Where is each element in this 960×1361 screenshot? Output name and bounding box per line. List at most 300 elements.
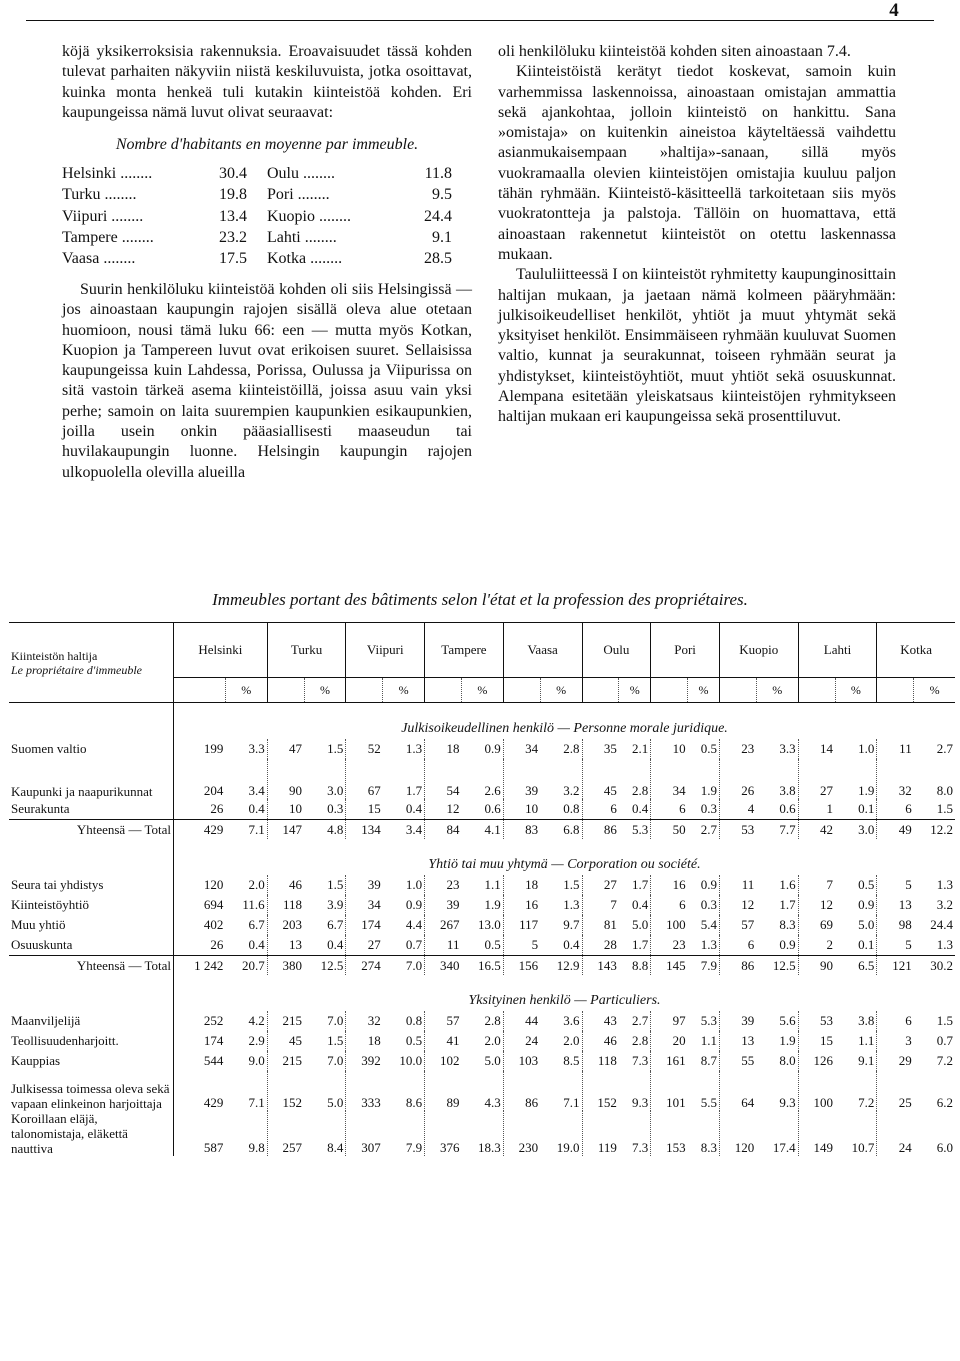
percent-cell: 1.3 — [405, 741, 423, 756]
percent-cell: 2.8 — [631, 1033, 649, 1048]
count-cell: 16 — [503, 895, 540, 915]
percent-cell: 10.0 — [399, 1053, 423, 1068]
percent-cell: 3.6 — [563, 1013, 580, 1028]
count-cell: 340 — [425, 956, 462, 976]
count-cell: 147 — [267, 820, 304, 840]
average-city: Helsinki ..... — [62, 163, 181, 184]
count-cell: 4 — [719, 799, 756, 820]
percent-cell: 16.5 — [461, 956, 503, 976]
average-city: Vaasa ..... — [62, 249, 181, 270]
count-cell: 120 — [174, 875, 226, 895]
row-label: Muu yhtiö — [9, 915, 174, 935]
count-subheader — [877, 678, 914, 703]
count-cell: 392 — [346, 1051, 383, 1071]
percent-cell: 7.0 — [327, 1053, 344, 1068]
count-cell: 86 — [719, 956, 756, 976]
city-header: Vaasa — [503, 623, 582, 678]
left-paragraph-2: Suurin henkilöluku kiinteistöä kohden oli siis Helsingissä — jos ainoastaan kaupungin rajojen sisällä oleva alue otetaan huomioon, nousi tämä luku 66: een — mutta myös Kotkan, Kuopion ja Tampereen luvut ovat erikoisen suuret. Sellaisissa kaupungeissa kuin Lahdessa, Porissa, Oulussa ja Viipurissa on sitä vastoin tärkeä asema kiinteistöillä, joissa asuu vain yksi perhe; samoin on laita suurempien kaupunkien esikaupunkien, joilla usein onkin pääasiallisesti maaseudun tai huvilakaupungin luonne. Helsingin kaupungin rajojen ulkopuolella olevilla alueilla — [62, 280, 472, 481]
averages-row — [62, 206, 472, 227]
left-text-column — [62, 42, 472, 483]
count-cell: 97 — [651, 1011, 688, 1031]
count-subheader — [651, 678, 688, 703]
percent-cell: 2.9 — [248, 1033, 265, 1048]
row-label: Kiinteistöyhtiö — [9, 895, 174, 915]
count-cell: 42 — [798, 820, 835, 840]
percent-cell: 7.2 — [936, 1053, 953, 1068]
count-cell: 174 — [346, 915, 383, 935]
count-cell: 46 — [582, 1031, 619, 1051]
count-cell: 267 — [425, 915, 462, 935]
average-value: 17.5 — [218, 250, 247, 268]
percent-cell: 17.4 — [772, 1140, 796, 1155]
section-spacer — [9, 839, 174, 875]
percent-cell: 5.4 — [700, 917, 717, 932]
percent-cell: 2.0 — [484, 1033, 501, 1048]
count-cell: 101 — [651, 1071, 688, 1111]
count-cell: 27 — [582, 875, 619, 895]
count-cell: 333 — [346, 1071, 383, 1111]
count-cell: 89 — [425, 1071, 462, 1111]
table-row — [9, 1051, 955, 1071]
count-cell: 145 — [651, 956, 688, 976]
percent-cell: 18.3 — [478, 1140, 501, 1155]
count-cell: 39 — [503, 759, 540, 799]
count-cell: 12 — [798, 895, 835, 915]
count-cell: 18 — [503, 875, 540, 895]
percent-cell: 9.7 — [563, 917, 580, 932]
average-city: Tampere ..... — [62, 227, 181, 248]
count-cell: 86 — [582, 820, 619, 840]
average-city: Lahti ..... — [267, 227, 386, 248]
percent-cell: 5.0 — [858, 917, 875, 932]
count-cell: 13 — [719, 1031, 756, 1051]
count-subheader — [798, 678, 835, 703]
percent-cell: 0.9 — [484, 741, 501, 756]
count-cell: 5 — [877, 935, 914, 956]
percent-cell: 6.8 — [540, 820, 582, 840]
count-cell: 3 — [877, 1031, 914, 1051]
count-cell: 23 — [651, 935, 688, 956]
count-cell: 57 — [425, 1011, 462, 1031]
count-cell: 25 — [877, 1071, 914, 1111]
count-cell: 274 — [346, 956, 383, 976]
average-value: 9.5 — [432, 186, 452, 204]
percent-cell: 9.0 — [248, 1053, 265, 1068]
table-row — [9, 935, 955, 956]
percent-cell: 5.5 — [700, 1095, 717, 1110]
percent-cell: 19.0 — [556, 1140, 580, 1155]
count-cell: 27 — [346, 935, 383, 956]
percent-cell: 1.5 — [936, 801, 953, 816]
count-cell: 12 — [719, 895, 756, 915]
percent-cell: 2.0 — [563, 1033, 580, 1048]
percent-cell: 3.4 — [248, 783, 265, 798]
count-cell: 14 — [798, 739, 835, 759]
percent-cell: 5.3 — [619, 820, 651, 840]
count-cell: 152 — [267, 1071, 304, 1111]
count-subheader — [346, 678, 383, 703]
percent-cell: 1.1 — [700, 1033, 717, 1048]
percent-cell: 0.6 — [484, 801, 501, 816]
percent-cell: 0.5 — [484, 937, 501, 952]
count-cell: 429 — [174, 1071, 226, 1111]
count-cell: 215 — [267, 1011, 304, 1031]
percent-cell: 5.0 — [631, 917, 649, 932]
percent-cell: 8.5 — [563, 1053, 580, 1068]
percent-cell: 30.2 — [914, 956, 955, 976]
count-subheader — [174, 678, 226, 703]
percent-cell: 13.0 — [478, 917, 501, 932]
percent-cell: 1.5 — [327, 1033, 344, 1048]
count-cell: 215 — [267, 1051, 304, 1071]
city-header: Kuopio — [719, 623, 798, 678]
city-header: Turku — [267, 623, 346, 678]
count-subheader — [719, 678, 756, 703]
count-cell: 54 — [425, 759, 462, 799]
percent-cell: 1.3 — [936, 937, 953, 952]
percent-cell: 5.0 — [484, 1053, 501, 1068]
section-heading-row — [9, 975, 955, 1011]
count-cell: 49 — [877, 820, 914, 840]
percent-subheader: % — [619, 678, 651, 703]
count-cell: 1 — [798, 799, 835, 820]
table-header-row — [9, 623, 955, 678]
left-paragraph-1: köjä yksikerroksisia rakennuksia. Eroavaisuudet tässä kohden tulevat parhaiten näkyviin niistä keskiluvuista, jotka osoittavat, kuinka monta henkeä tuli kutakin kiinteistöä kohden. Eri kaupungeissa nämä luvut olivat seuraavat: — [62, 43, 472, 121]
count-cell: 23 — [425, 875, 462, 895]
right-paragraph-2: Kiinteistöistä kerätyt tiedot koskevat, samoin kuin varhemmissa laskennoissa, ainoastaan omistajan ammattia sekä ajankohtaa, jolloin kiinteistö on hankittu. Sana »omistaja» on kuitenkin aineistoa käyteltäessä vaihdettu asianmukaisempaan »haltija»-sanaan, sillä myös vuokramaalla olevien kiinteistöjen omistajia kuuluu paljon tähän ryhmään. Kiinteistö-käsitteellä tarkoitetaan siis myös vuokratontteja ja palstoja. Tällöin on huomattava, että ainoastaan rakennetut kiinteistöt on otettu laskennassa mukaan. — [498, 63, 896, 263]
average-value: 30.4 — [218, 164, 247, 182]
count-cell: 34 — [503, 739, 540, 759]
count-cell: 118 — [582, 1051, 619, 1071]
count-cell: 152 — [582, 1071, 619, 1111]
count-cell: 83 — [503, 820, 540, 840]
table-row — [9, 799, 955, 820]
count-cell: 55 — [719, 1051, 756, 1071]
percent-cell: 3.0 — [327, 783, 344, 798]
percent-subheader: % — [225, 678, 267, 703]
count-cell: 10 — [651, 739, 688, 759]
count-cell: 13 — [877, 895, 914, 915]
percent-cell: 4.3 — [484, 1095, 501, 1110]
percent-cell: 3.2 — [563, 783, 580, 798]
count-cell: 44 — [503, 1011, 540, 1031]
percent-cell: 0.6 — [779, 801, 796, 816]
table-row — [9, 1071, 955, 1111]
section-heading: Yksityinen henkilö — Particuliers. — [468, 993, 661, 1008]
percent-cell: 2.1 — [631, 741, 649, 756]
city-header: Oulu — [582, 623, 651, 678]
count-cell: 2 — [798, 935, 835, 956]
count-cell: 20 — [651, 1031, 688, 1051]
count-cell: 10 — [267, 799, 304, 820]
percent-cell: 4.8 — [304, 820, 346, 840]
section-heading: Yhtiö tai muu yhtymä — Corporation ou société. — [428, 857, 701, 872]
percent-subheader: % — [756, 678, 798, 703]
row-label: Seura tai yhdistys — [9, 875, 174, 895]
percent-cell: 6.7 — [327, 917, 344, 932]
percent-cell: 8.3 — [779, 917, 796, 932]
percent-cell: 1.3 — [700, 937, 717, 952]
count-cell: 117 — [503, 915, 540, 935]
table-row — [9, 895, 955, 915]
count-cell: 121 — [877, 956, 914, 976]
count-cell: 6 — [651, 895, 688, 915]
percent-cell: 1.7 — [405, 783, 423, 798]
count-cell: 126 — [798, 1051, 835, 1071]
percent-cell: 0.1 — [858, 801, 875, 816]
percent-subheader: % — [835, 678, 877, 703]
count-cell: 11 — [425, 935, 462, 956]
count-cell: 257 — [267, 1111, 304, 1156]
percent-cell: 1.7 — [631, 877, 649, 892]
count-cell: 102 — [425, 1051, 462, 1071]
averages-row — [62, 163, 472, 184]
percent-cell: 3.8 — [779, 783, 796, 798]
percent-cell: 8.3 — [700, 1140, 717, 1155]
percent-cell: 0.1 — [858, 937, 875, 952]
count-cell: 39 — [719, 1011, 756, 1031]
count-cell: 16 — [651, 875, 688, 895]
count-cell: 402 — [174, 915, 226, 935]
percent-cell: 0.4 — [631, 801, 649, 816]
percent-cell: 1.0 — [858, 741, 875, 756]
percent-cell: 2.7 — [688, 820, 720, 840]
percent-cell: 2.7 — [936, 741, 953, 756]
row-label: Kaupunki ja naapurikunnat — [9, 759, 174, 799]
percent-cell: 7.3 — [631, 1053, 649, 1068]
percent-cell: 0.5 — [858, 877, 875, 892]
percent-cell: 1.0 — [405, 877, 423, 892]
percent-cell: 1.1 — [858, 1033, 875, 1048]
count-cell: 43 — [582, 1011, 619, 1031]
city-header: Tampere — [425, 623, 504, 678]
count-cell: 32 — [877, 759, 914, 799]
total-row — [9, 820, 955, 840]
percent-cell: 8.0 — [936, 783, 953, 798]
percent-cell: 0.7 — [405, 937, 423, 952]
count-cell: 694 — [174, 895, 226, 915]
right-paragraph-1: oli henkilöluku kiinteistöä kohden siten ainoastaan 7.4. — [498, 43, 851, 60]
average-value: 28.5 — [424, 250, 452, 268]
percent-cell: 1.5 — [327, 877, 344, 892]
percent-subheader: % — [461, 678, 503, 703]
count-cell: 34 — [346, 895, 383, 915]
section-heading-row — [9, 703, 955, 740]
percent-cell: 7.1 — [563, 1095, 580, 1110]
average-city: Oulu ..... — [267, 163, 386, 184]
average-city: Turku ..... — [62, 185, 181, 206]
row-label: Suomen valtio — [9, 739, 174, 759]
count-subheader — [582, 678, 619, 703]
percent-cell: 0.4 — [631, 897, 649, 912]
table-row — [9, 1111, 955, 1156]
averages-row — [62, 227, 472, 248]
percent-cell: 1.9 — [858, 783, 875, 798]
count-subheader — [425, 678, 462, 703]
count-subheader — [503, 678, 540, 703]
count-cell: 118 — [267, 895, 304, 915]
percent-cell: 1.6 — [779, 877, 796, 892]
count-cell: 26 — [174, 799, 226, 820]
count-cell: 15 — [346, 799, 383, 820]
percent-cell: 0.4 — [563, 937, 580, 952]
count-cell: 39 — [346, 875, 383, 895]
count-cell: 7 — [582, 895, 619, 915]
count-cell: 6 — [651, 799, 688, 820]
count-cell: 52 — [346, 739, 383, 759]
percent-cell: 7.9 — [405, 1140, 423, 1155]
count-cell: 53 — [798, 1011, 835, 1031]
count-cell: 134 — [346, 820, 383, 840]
count-cell: 29 — [877, 1051, 914, 1071]
row-label: Teollisuudenharjoitt. — [9, 1031, 174, 1051]
table-row — [9, 875, 955, 895]
percent-cell: 7.0 — [383, 956, 425, 976]
city-header: Kotka — [877, 623, 955, 678]
count-cell: 161 — [651, 1051, 688, 1071]
percent-cell: 2.7 — [631, 1013, 649, 1028]
percent-cell: 3.3 — [779, 741, 796, 756]
average-city: Kotka ..... — [267, 249, 386, 270]
count-subheader — [267, 678, 304, 703]
percent-cell: 8.7 — [700, 1053, 717, 1068]
count-cell: 47 — [267, 739, 304, 759]
percent-cell: 0.8 — [563, 801, 580, 816]
percent-cell: 7.1 — [225, 820, 267, 840]
count-cell: 50 — [651, 820, 688, 840]
right-paragraph-3: Taululiitteessä I on kiinteistöt ryhmitetty kaupunginosittain haltijan mukaan, ja jaetaan nämä kolmeen pääryhmään: julkisoikeudelliset henkilöt, yhtiöt ja muut yhtymät sekä yksityiset henkilöt. Ensimmäiseen ryhmään kuuluvat Suomen valtio, kunnat ja seurakunnat, toiseen ryhmään seurat ja yhdistykset, kiinteistöyhtiöt, muut yhtiöt sekä osuuskunnat. Alempana esitetään yleiskatsaus kiinteistöjen ryhmitykseen haltijan mukaan eri kaupungeissa sekä prosenttiluvut. — [498, 266, 896, 426]
percent-cell: 2.6 — [484, 783, 501, 798]
count-cell: 174 — [174, 1031, 226, 1051]
count-cell: 15 — [798, 1031, 835, 1051]
count-cell: 45 — [582, 759, 619, 799]
average-city: Viipuri ..... — [62, 206, 181, 227]
count-cell: 7 — [798, 875, 835, 895]
average-value: 11.8 — [424, 164, 452, 182]
average-value: 24.4 — [424, 207, 452, 225]
count-cell: 6 — [877, 1011, 914, 1031]
count-cell: 81 — [582, 915, 619, 935]
count-cell: 380 — [267, 956, 304, 976]
percent-cell: 0.4 — [405, 801, 423, 816]
average-city: Kuopio ..... — [267, 206, 386, 227]
count-cell: 103 — [503, 1051, 540, 1071]
count-cell: 120 — [719, 1111, 756, 1156]
row-label: Kauppias — [9, 1051, 174, 1071]
count-cell: 149 — [798, 1111, 835, 1156]
count-cell: 119 — [582, 1111, 619, 1156]
count-cell: 153 — [651, 1111, 688, 1156]
average-value: 19.8 — [218, 186, 247, 204]
count-cell: 11 — [719, 875, 756, 895]
city-header: Helsinki — [174, 623, 268, 678]
count-cell: 67 — [346, 759, 383, 799]
percent-cell: 24.4 — [930, 917, 953, 932]
percent-cell: 7.7 — [756, 820, 798, 840]
table-title: Immeubles portant des bâtiments selon l'état et la profession des propriétaires. — [212, 590, 748, 609]
count-cell: 429 — [174, 820, 226, 840]
table-row — [9, 1011, 955, 1031]
table-row — [9, 1031, 955, 1051]
count-cell: 35 — [582, 739, 619, 759]
percent-subheader: % — [540, 678, 582, 703]
percent-cell: 12.5 — [756, 956, 798, 976]
percent-cell: 1.7 — [779, 897, 796, 912]
count-cell: 28 — [582, 935, 619, 956]
owner-column-header — [9, 623, 174, 703]
percent-cell: 7.9 — [688, 956, 720, 976]
percent-cell: 9.1 — [858, 1053, 875, 1068]
row-label: Koroillaan eläjä, talonomistaja, eläkettä nauttiva — [9, 1111, 174, 1156]
percent-cell: 1.1 — [484, 877, 501, 892]
averages-subheading: Nombre d'habitants en moyenne par immeuble. — [115, 136, 419, 154]
percent-cell: 0.9 — [858, 897, 875, 912]
ownership-table — [9, 622, 955, 1156]
percent-cell: 7.1 — [248, 1095, 265, 1110]
percent-cell: 5.3 — [700, 1013, 717, 1028]
count-cell: 203 — [267, 915, 304, 935]
percent-cell: 9.3 — [779, 1095, 796, 1110]
table-row — [9, 915, 955, 935]
percent-cell: 12.2 — [914, 820, 955, 840]
row-label: Yhteensä — Total — [9, 956, 174, 976]
count-cell: 230 — [503, 1111, 540, 1156]
count-cell: 12 — [425, 799, 462, 820]
percent-cell: 11.6 — [242, 897, 265, 912]
percent-cell: 0.9 — [700, 877, 717, 892]
percent-cell: 1.5 — [563, 877, 580, 892]
table-row — [9, 739, 955, 759]
count-cell: 32 — [346, 1011, 383, 1031]
page-number: 4 — [889, 0, 899, 21]
count-cell: 98 — [877, 915, 914, 935]
count-cell: 11 — [877, 739, 914, 759]
count-cell: 587 — [174, 1111, 226, 1156]
average-value: 9.1 — [432, 228, 452, 246]
percent-cell: 12.9 — [540, 956, 582, 976]
count-cell: 100 — [651, 915, 688, 935]
percent-cell: 6.0 — [936, 1140, 953, 1155]
percent-cell: 4.4 — [405, 917, 423, 932]
percent-cell: 8.4 — [327, 1140, 344, 1155]
count-cell: 6 — [582, 799, 619, 820]
averages-table — [62, 163, 472, 269]
row-label: Yhteensä — Total — [9, 820, 174, 840]
city-header: Pori — [651, 623, 720, 678]
count-cell: 5 — [877, 875, 914, 895]
percent-cell: 1.3 — [936, 877, 953, 892]
percent-cell: 10.7 — [851, 1140, 875, 1155]
count-cell: 90 — [267, 759, 304, 799]
count-cell: 34 — [651, 759, 688, 799]
percent-cell: 9.8 — [248, 1140, 265, 1155]
count-cell: 90 — [798, 956, 835, 976]
row-label: Julkisessa toimessa oleva sekä vapaan elinkeinon harjoittaja — [9, 1071, 174, 1111]
percent-cell: 3.2 — [936, 897, 953, 912]
percent-subheader: % — [688, 678, 720, 703]
percent-cell: 8.0 — [779, 1053, 796, 1068]
percent-cell: 0.9 — [405, 897, 423, 912]
percent-cell: 2.8 — [563, 741, 580, 756]
percent-cell: 1.9 — [700, 783, 717, 798]
count-cell: 13 — [267, 935, 304, 956]
section-spacer — [9, 975, 174, 1011]
count-cell: 53 — [719, 820, 756, 840]
percent-cell: 3.0 — [835, 820, 877, 840]
percent-cell: 7.2 — [858, 1095, 875, 1110]
averages-row — [62, 185, 472, 206]
row-label: Osuuskunta — [9, 935, 174, 956]
